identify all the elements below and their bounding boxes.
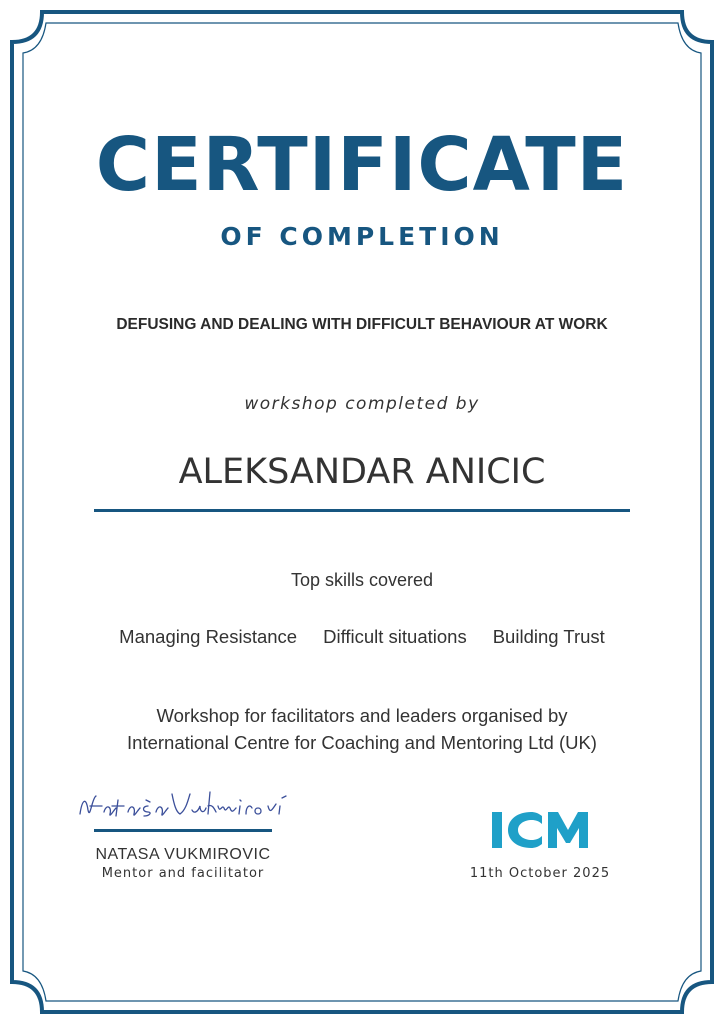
organiser-text [0,702,724,756]
skills-list [0,626,724,648]
organiser-line-2: International Centre for Coaching and Mentoring Ltd (UK) [127,732,597,753]
name-underline [94,509,630,512]
certificate-title: CERTIFICATE [95,122,629,208]
signature-line [94,829,272,832]
handwritten-signature [76,786,296,830]
signatory-role: Mentor and facilitator [101,866,265,881]
skill-item: Managing Resistance [119,626,298,647]
skills-heading: Top skills covered [290,570,434,590]
signatory-name: NATASA VUKMIROVIC [95,846,271,863]
course-title: DEFUSING AND DEALING WITH DIFFICULT BEHAVIOUR AT WORK [116,316,608,333]
icm-logo [490,808,594,852]
organiser-line-1: Workshop for facilitators and leaders organised by [156,705,568,726]
skill-item: Building Trust [492,626,605,647]
completed-by-label: workshop completed by [244,394,480,414]
recipient-name: ALEKSANDAR ANICIC [178,452,546,492]
skill-item: Difficult situations [323,626,467,647]
completion-date: 11th October 2025 [469,866,611,881]
certificate-subtitle: OF COMPLETION [220,222,504,251]
